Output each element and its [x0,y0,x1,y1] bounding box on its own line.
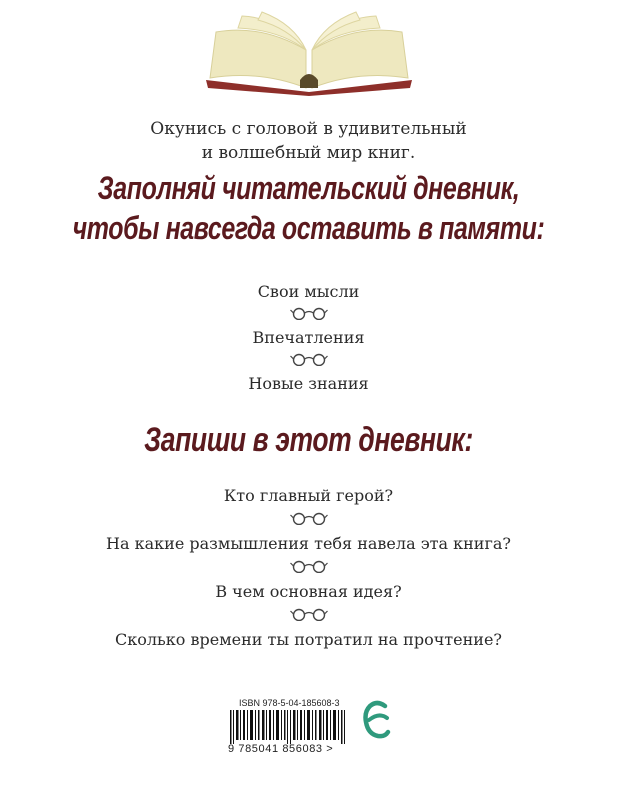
questions-list [0,485,617,651]
glasses-icon [290,306,328,320]
open-book-icon [202,10,416,96]
barcode-digits: 9 785041 856083 > [228,743,334,755]
isbn-text: ISBN 978-5-04-185608-3 [239,698,340,708]
memory-list [0,281,617,395]
list-item: Свои мысли [257,282,360,301]
list-item: Новые знания [248,374,369,393]
intro-text [0,117,617,165]
list-item: В чем основная идея? [215,582,402,601]
intro-line-1: Окунись с головой в удивительный [150,119,467,139]
list-item: На какие размышления тебя навела эта книга? [106,534,511,553]
heading-1-line-2: чтобы навсегда оставить в памяти: [72,210,545,246]
heading-fill-diary [68,168,549,248]
barcode [230,710,348,744]
list-item: Кто главный герой? [223,486,394,505]
intro-line-2: и волшебный мир книг. [201,143,416,163]
heading-1-line-1: Заполняй читательский дневник, [97,170,520,206]
list-item: Впечатления [252,328,365,347]
publisher-logo-icon [363,698,391,742]
heading-write-diary: Запиши в этот дневник: [144,421,473,459]
glasses-icon [290,559,328,573]
glasses-icon [290,607,328,621]
glasses-icon [290,352,328,366]
list-item: Сколько времени ты потратил на прочтение? [115,630,502,649]
glasses-icon [290,511,328,525]
